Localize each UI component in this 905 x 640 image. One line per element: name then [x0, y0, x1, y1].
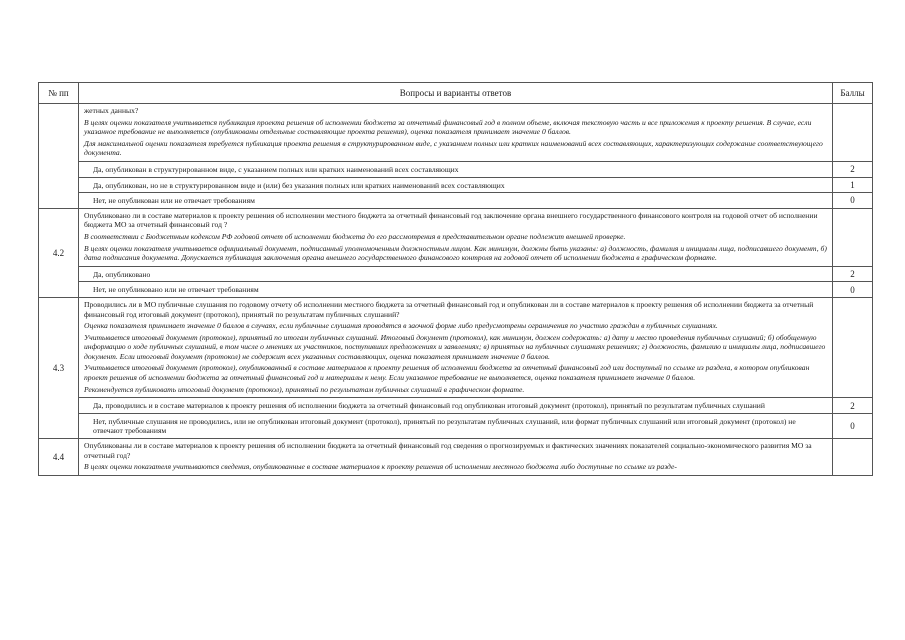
question-cell-4-4	[79, 439, 833, 476]
answer-row	[39, 413, 873, 438]
question-lead: Опубликовано ли в составе материалов к проекту решения об исполнении местного бюджета за отчетный финансовый год заключение органа внешнего государственного финансового контроля на годовой отчет об исполнении бюджета МО за отчетный финансовый год ?	[84, 210, 818, 230]
answer-points: 0	[833, 282, 873, 298]
continuation-question-row	[39, 104, 873, 162]
question-note-1: В целях оценки показателя учитываются сведения, опубликованные в составе материалов к проекту решения об исполнении местного бюджета либо доступные по ссылке из разде-	[84, 462, 677, 472]
answer-text: Нет, не опубликовано или не отвечает требованиям	[79, 282, 833, 298]
question-row-4-2	[39, 208, 873, 266]
question-number: 4.4	[39, 439, 79, 476]
question-note-2: В целях оценки показателя учитывается официальный документ, подписанный уполномоченным должностным лицом. Как минимум, должны быть указаны: а) должность, фамилия и инициалы лица, подписавшего документ, б) дата подписания документа. Допускается публикация заключения органа внешнего государственного финансового контроля на годовой отчет об исполнении бюджета в графическом формате.	[84, 243, 827, 263]
continuation-note-2: Для максимальной оценки показателя требуется публикация проекта решения в структурированном виде, с указанием полных или кратких наименований всех составляющих, характеризующих содержание соответствующего документа.	[84, 138, 823, 158]
criteria-table	[38, 82, 873, 476]
answer-text: Да, опубликовано	[79, 266, 833, 282]
answer-points: 2	[833, 161, 873, 177]
question-number: 4.2	[39, 208, 79, 297]
continuation-points-empty	[833, 104, 873, 162]
question-cell-4-2	[79, 208, 833, 266]
question-note-1: В соответствии с Бюджетным кодексом РФ годовой отчет об исполнении бюджета до его рассмотрения в представительном органе подлежит внешней проверке.	[84, 231, 626, 241]
answer-row	[39, 282, 873, 298]
question-points-empty	[833, 439, 873, 476]
question-number: 4.3	[39, 297, 79, 438]
answer-row	[39, 398, 873, 414]
continuation-lead: жетных данных?	[84, 106, 139, 115]
answer-text: Нет, публичные слушания не проводились, или не опубликован итоговый документ (протокол), принятый по результатам публичных слушаний, или формат публичных слушаний или итоговый документ (протокол) не отвечают требованиям	[79, 413, 833, 438]
question-note-4: Рекомендуется публиковать итоговый документ (протокол), принятый по результатам публичных слушаний в графическом формате.	[84, 384, 525, 394]
continuation-note-1: В целях оценки показателя учитывается публикация проекта решения об исполнении бюджета за отчетный финансовый год в полном объеме, включая текстовую часть и все приложения к проекту решения. В случае, если указанное требование не выполняется (опубликованы отдельные составляющие проекта решения), оценка показателя принимает значение 0 баллов.	[84, 117, 812, 137]
question-lead: Проводились ли в МО публичные слушания по годовому отчету об исполнении местного бюджета за отчетный финансовый год и опубликован ли в составе материалов к проекту решения об исполнении бюджета за отчетный финансовый год итоговый документ (протокол), принятый по результатам публичных слушаний?	[84, 299, 814, 319]
continuation-question-cell	[79, 104, 833, 162]
header-points: Баллы	[833, 83, 873, 104]
answer-row	[39, 193, 873, 209]
answer-row	[39, 177, 873, 193]
answer-points: 0	[833, 413, 873, 438]
answer-points: 0	[833, 193, 873, 209]
answer-text: Нет, не опубликован или не отвечает требованиям	[79, 193, 833, 209]
table-header	[39, 83, 873, 104]
answer-row	[39, 266, 873, 282]
question-points-empty	[833, 297, 873, 397]
answer-text: Да, опубликован в структурированном виде, с указанием полных или кратких наименований всех составляющих	[79, 161, 833, 177]
question-note-2: Учитывается итоговый документ (протокол), принятый по итогам публичных слушаний. Итоговый документ (протокол), как минимум, должен содержать: а) дату и место проведения публичных слушаний; б) обобщенную информацию о ходе публичных слушаний, в том числе о мнениях их участников, поступивших предложениях и заявлениях; в) принятых на публичных слушаниях решениях; г) должность, фамилию и инициалы лица, подписавшего документ. Если итоговый документ (протокол) не содержит всех указанных составляющих, оценка показателя принимает значение 0 баллов.	[84, 332, 826, 361]
answer-text: Да, проводились и в составе материалов к проекту решения об исполнении бюджета за отчетный финансовый год опубликован итоговый документ (протокол), принятый по результатам публичных слушаний	[79, 398, 833, 414]
question-note-1: Оценка показателя принимает значение 0 баллов в случаях, если публичные слушания проводятся в заочной форме либо предусмотрены ограничения по участию граждан в публичных слушаниях.	[84, 321, 718, 331]
document-page	[38, 82, 872, 476]
answer-row	[39, 161, 873, 177]
question-note-3: Учитывается итоговый документ (протокол), опубликованный в составе материалов к проекту решения об исполнении бюджета за отчетный финансовый год или доступный по ссылке из раздела, в котором опубликован проект решения об исполнении бюджета за отчетный финансовый год и материалы к нему. Если указанное требование не выполняется, оценка показателя принимает значение 0 баллов.	[84, 363, 810, 383]
answer-points: 1	[833, 177, 873, 193]
answer-points: 2	[833, 398, 873, 414]
question-row-4-3	[39, 297, 873, 397]
answer-text: Да, опубликован, но не в структурированном виде и (или) без указания полных или кратких наименований всех составляющих	[79, 177, 833, 193]
header-num: № пп	[39, 83, 79, 104]
header-questions: Вопросы и варианты ответов	[79, 83, 833, 104]
question-cell-4-3	[79, 297, 833, 397]
answer-points: 2	[833, 266, 873, 282]
continuation-num-cell	[39, 104, 79, 209]
question-lead: Опубликованы ли в составе материалов к проекту решения об исполнении бюджета за отчетный финансовый год сведения о прогнозируемых и фактических значениях показателей социально-экономического развития МО за отчетный год?	[84, 441, 812, 460]
question-points-empty	[833, 208, 873, 266]
question-row-4-4	[39, 439, 873, 476]
